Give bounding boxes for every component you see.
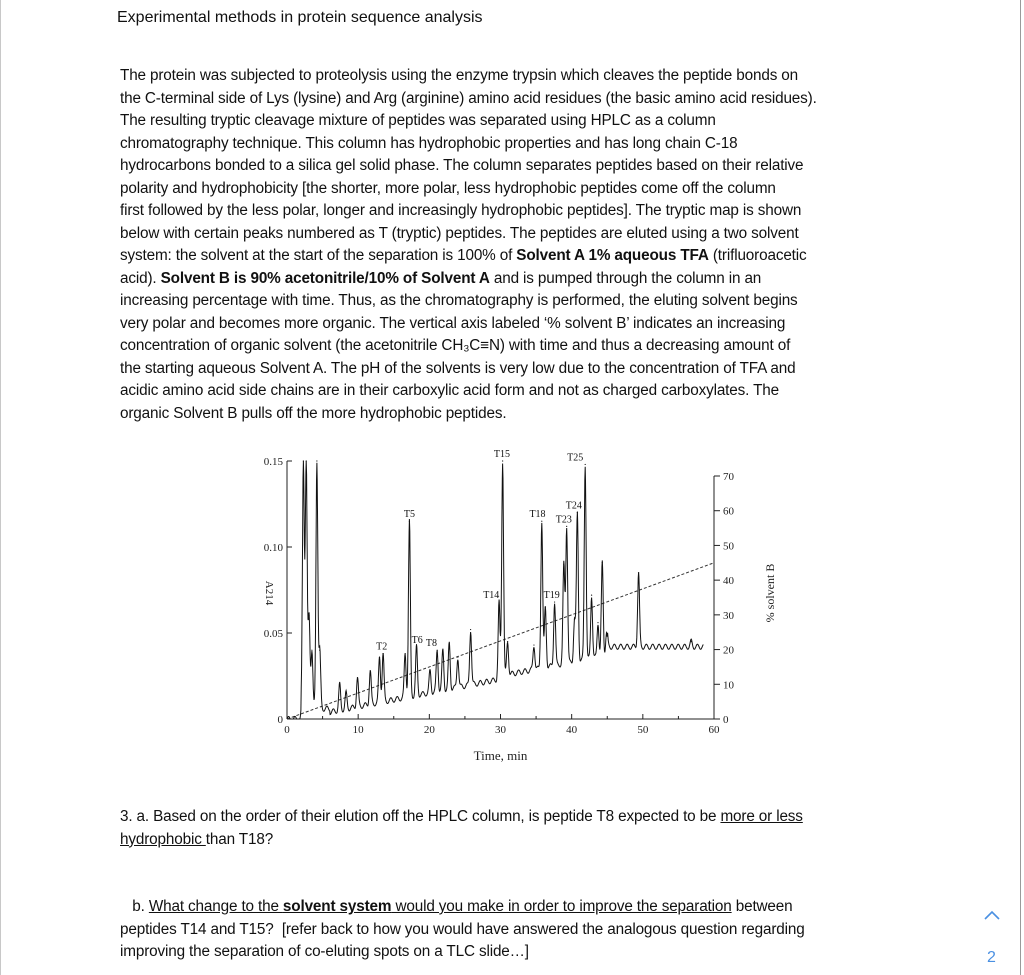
y2-tick-label: 0	[723, 714, 729, 726]
text-segment: peptides T14 and T15? [refer back to how you would have answered the analogous question regarding	[120, 920, 805, 938]
peak-apex	[339, 684, 340, 685]
y-tick-label: 0.15	[263, 456, 283, 468]
peak-apex	[409, 521, 410, 522]
peak-apex	[585, 464, 586, 465]
peak-apex	[429, 670, 430, 671]
y-tick-label: 0	[277, 714, 283, 726]
text-segment: acid).	[120, 269, 161, 287]
y2-tick-label: 30	[723, 609, 734, 622]
peak-apex	[591, 595, 592, 596]
peak-apex	[574, 619, 575, 620]
peak-label: T19	[543, 590, 560, 602]
peak-apex	[507, 641, 508, 642]
peak-apex	[638, 572, 639, 573]
peak-apex	[470, 629, 471, 630]
x-tick-label: 20	[423, 724, 435, 736]
text-segment: solvent system	[282, 898, 392, 915]
text-segment: the C-terminal side of Lys (lysine) and Arg (arginine) amino acid residues (the basic amino acid residues).	[120, 89, 817, 107]
text-segment: increasing percentage with time. Thus, as the chromatography is performed, the eluting solvent begins	[120, 292, 798, 309]
peak-apex	[379, 656, 380, 657]
text-segment: The resulting tryptic cleavage mixture of peptides was separated using HPLC as a column	[120, 112, 716, 129]
peak-apex	[577, 512, 578, 513]
text-segment: the starting aqueous Solvent A. The pH of the solvents is very low due to the concentration of TFA and	[120, 359, 796, 377]
peak-apex	[541, 521, 542, 522]
peak-apex	[303, 460, 304, 461]
peak-label: T5	[403, 509, 415, 521]
x-tick-label: 0	[284, 724, 290, 736]
text-segment: The protein was subjected to proteolysis using the enzyme trypsin which cleaves the peptide bonds on	[120, 67, 799, 84]
peak-label: T2	[376, 641, 388, 653]
peak-apex	[602, 562, 603, 563]
peak-apex	[457, 656, 458, 657]
text-line	[120, 919, 805, 942]
text-segment: first followed by the less polar, longer and increasingly hydrophobic peptides]. The tryptic map is shown	[120, 202, 802, 219]
peak-apex	[498, 601, 499, 602]
x-axis-label: Time, min	[473, 748, 528, 763]
peak-apex	[691, 641, 692, 642]
peak-apex	[437, 650, 438, 651]
peak-apex	[545, 607, 546, 608]
peak-label: T6	[411, 634, 423, 646]
peak-apex	[316, 460, 317, 461]
y-axis-label: A214	[263, 580, 275, 606]
text-line	[120, 829, 803, 852]
chevron-up-icon[interactable]	[983, 905, 1001, 926]
peak-apex	[554, 601, 555, 602]
peak-apex	[382, 653, 383, 654]
peak-label: T25	[567, 452, 584, 464]
y2-tick-label: 70	[723, 471, 734, 483]
text-segment: would you make in order to improve the separation	[391, 898, 732, 915]
text-segment: improving the separation of co-eluting spots on a TLC slide…]	[120, 943, 529, 960]
text-segment: between	[731, 898, 793, 915]
peak-label: T23	[555, 514, 572, 526]
y2-tick-label: 20	[723, 644, 734, 657]
x-tick-label: 60	[708, 724, 720, 736]
peak-apex	[370, 670, 371, 671]
peak-apex	[306, 460, 307, 461]
text-segment: organic Solvent B pulls off the more hydrophobic peptides.	[120, 404, 507, 422]
text-segment: more or less	[720, 808, 803, 825]
text-segment: What change to the	[148, 898, 283, 915]
text-segment: hydrocarbons bonded to a silica gel solid phase. The column separates peptides based on their relative	[120, 157, 804, 174]
text-segment: and is pumped through the column in an	[489, 269, 762, 287]
x-tick-label: 10	[352, 724, 364, 736]
text-segment: polarity and hydrophobicity [the shorter, more polar, less hydrophobic peptides come off the column	[120, 179, 776, 197]
text-segment: Solvent B is 90% acetonitrile/10% of Solvent A	[160, 269, 490, 287]
y2-tick-label: 50	[723, 540, 734, 553]
y2-axis-label: % solvent B	[763, 563, 777, 623]
peak-apex	[308, 615, 309, 616]
text-segment: very polar and becomes more organic. The vertical axis labeled ‘% solvent B’ indicates an increasing	[120, 314, 786, 332]
text-segment: chromatography technique. This column has hydrophobic properties and has long chain C-18	[120, 134, 738, 152]
y2-tick-label: 10	[723, 679, 734, 692]
y2-tick-label: 40	[723, 575, 734, 588]
question-3a	[120, 806, 803, 851]
text-segment: 3. a. Based on the order of their elution off the HPLC column, is peptide T8 expected to be	[120, 808, 721, 825]
text-segment: hydrophobic	[120, 830, 206, 848]
peak-apex	[405, 653, 406, 654]
text-segment: concentration of organic solvent (the acetonitrile CH₃C≡N) with time and thus a decreasing amount of	[120, 337, 791, 354]
y-tick-label: 0.05	[263, 628, 283, 640]
peak-apex	[606, 632, 607, 633]
peak-apex	[345, 693, 346, 694]
text-segment: system: the solvent at the start of the separation is 100% of	[120, 247, 517, 264]
peak-apex	[563, 564, 564, 565]
text-segment: b.	[120, 898, 149, 915]
text-line	[120, 806, 803, 829]
text-line	[120, 896, 805, 919]
text-line	[120, 941, 805, 964]
peak-apex	[357, 677, 358, 678]
text-segment: below with certain peaks numbered as T (tryptic) peptides. The peptides are eluted using a two solvent	[120, 224, 799, 242]
text-segment: acidic amino acid side chains are in their carboxylic acid form and not as charged carboxylates. The	[120, 382, 779, 399]
peak-label: T15	[493, 449, 510, 460]
peak-apex	[319, 650, 320, 651]
peak-apex	[533, 644, 534, 645]
peak-label: T24	[565, 500, 582, 512]
peak-apex	[442, 650, 443, 651]
peak-apex	[502, 460, 503, 461]
peak-apex	[597, 622, 598, 623]
peak-apex	[566, 526, 567, 527]
x-tick-label: 50	[637, 724, 649, 736]
text-segment: (trifluoroacetic	[708, 247, 807, 264]
x-tick-label: 30	[495, 724, 506, 736]
peak-apex	[416, 646, 417, 647]
y-tick-label: 0.10	[263, 542, 283, 554]
text-segment: Solvent A 1% aqueous TFA	[516, 247, 709, 264]
peak-label: T14	[483, 590, 500, 602]
gradient-line	[287, 563, 714, 719]
document-title: Experimental methods in protein sequence analysis	[117, 9, 483, 26]
peak-apex	[449, 643, 450, 644]
peak-label: T18	[529, 509, 546, 521]
text-segment: than T18?	[205, 830, 274, 848]
page-number: 2	[987, 949, 996, 966]
peak-label: T8	[425, 638, 438, 650]
x-tick-label: 40	[566, 724, 578, 736]
question-3b	[120, 896, 805, 964]
y2-tick-label: 60	[723, 505, 734, 518]
peak-apex	[311, 650, 312, 651]
